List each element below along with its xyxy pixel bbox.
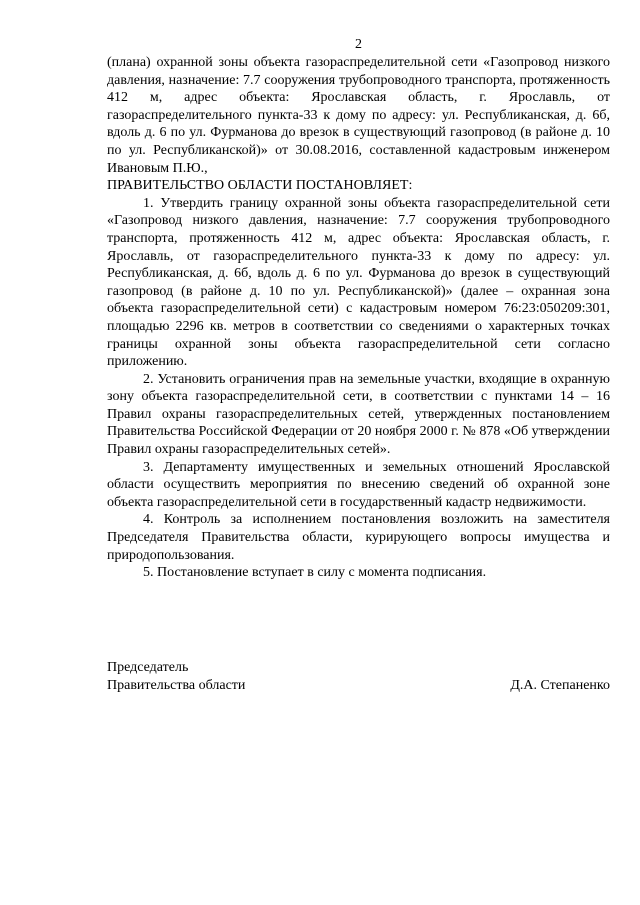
decree-item-2: 2. Установить ограничения прав на земельные участки, входящие в охранную зону объекта газораспределительной сети, в соответствии с пунктами 14 – 16 Правил охраны газораспределительных сетей, утвержденных постановлением Правительства Российской Федерации от 20 ноября 2000 г. № 878 «Об утверждении Правил охраны газораспределительных сетей». (107, 371, 610, 458)
signature-block (107, 659, 610, 695)
decree-item-4: 4. Контроль за исполнением постановления возложить на заместителя Председателя Правительства области, курирующего вопросы имущества и природопользования. (107, 512, 610, 563)
decree-item-1: 1. Утвердить границу охранной зоны объекта газораспределительной сети «Газопровод низкого давления, назначение: 7.7 сооружения трубопроводного транспорта, протяженность 412 м, адрес объекта: Ярославская область, г. Ярославль, от газораспределительного пункта-33 к дому по адресу: ул. Республиканская, д. 6б, вдоль д. 6 по ул. Фурманова до врезок в существующий газопровод (в районе д. 10 по ул. Республиканской)» (далее – охранная зона объекта газораспределительной сети) с кадастровым номером 76:23:050209:301, площадью 2296 кв. метров в соответствии со сведениями о характерных точках границы охранной зоны объекта газораспределительной сети согласно приложению. (107, 195, 610, 370)
decree-heading: ПРАВИТЕЛЬСТВО ОБЛАСТИ ПОСТАНОВЛЯЕТ: (107, 178, 413, 194)
page-number: 2 (355, 37, 362, 52)
signatory-title-line1: Председатель (107, 660, 189, 675)
decree-item-5: 5. Постановление вступает в силу с момента подписания. (143, 565, 487, 581)
signature-row (107, 677, 610, 695)
intro-paragraph: (плана) охранной зоны объекта газораспределительной сети «Газопровод низкого давления, назначение: 7.7 сооружения трубопроводного транспорта, протяженность 412 м, адрес объекта: Ярославская область, г. Ярославль, от газораспределительного пункта-33 к дому по адресу: ул. Республиканская, д. 6б, вдоль д. 6 по ул. Фурманова до врезок в существующий газопровод (в районе д. 10 по ул. Республиканской)» от 30.08.2016, составленной кадастровым инженером Ивановым П.Ю., (107, 55, 610, 176)
document-body (107, 36, 610, 582)
signatory-title-line2: Правительства области (107, 678, 246, 693)
decree-item-3: 3. Департаменту имущественных и земельных отношений Ярославской области осуществить мероприятия по внесению сведений об охранной зоне объекта газораспределительной сети в государственный кадастр недвижимости. (107, 459, 610, 510)
signatory-name: Д.А. Степаненко (510, 678, 610, 693)
